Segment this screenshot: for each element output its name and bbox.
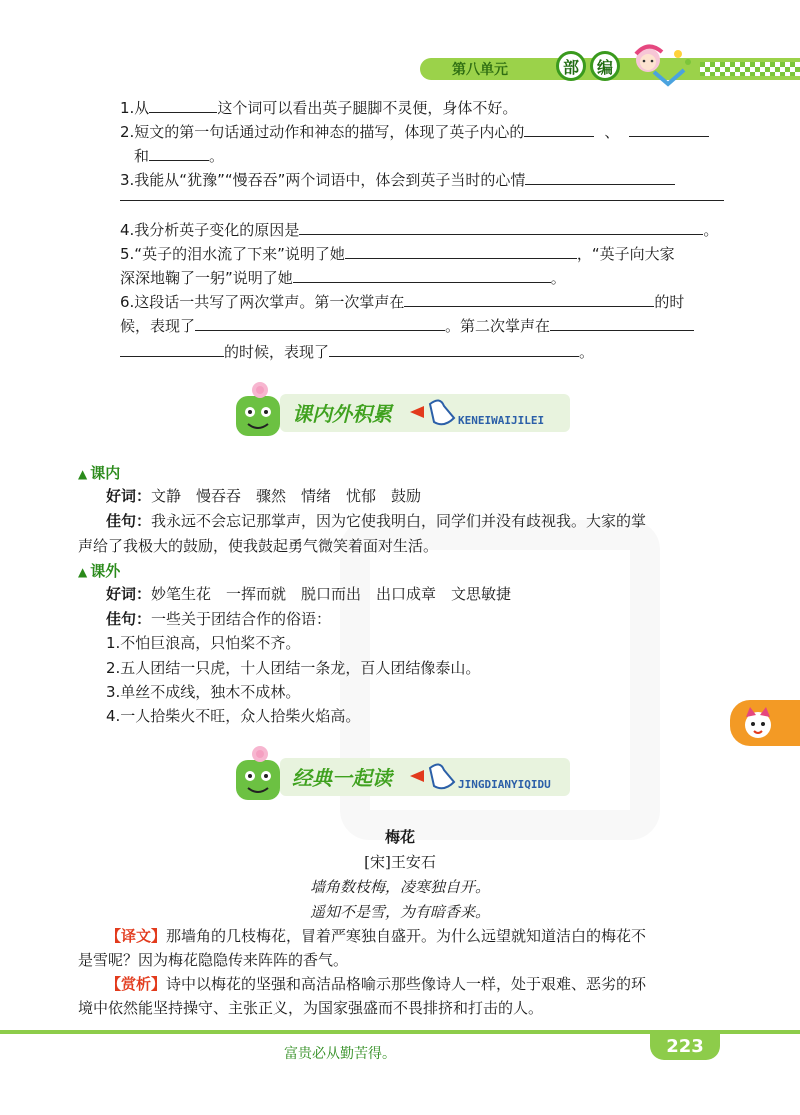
blank-3a[interactable]	[525, 170, 675, 185]
poem-line-2: 遥知不是雪，为有暗香来。	[309, 903, 490, 921]
green-monster-icon	[236, 382, 280, 436]
poem-line-1: 墙角数枝梅，凌寒独自开。	[309, 878, 490, 896]
kewai-sentence: 佳句：一些关于团结合作的俗语：	[106, 610, 332, 628]
badge-bian: 编	[590, 51, 620, 81]
kewai-words: 好词：妙笔生花 一挥而就 脱口而出 出口成章 文思敏捷	[106, 585, 512, 603]
analysis: 【赏析】诗中以梅花的坚强和高洁品格喻示那些像诗人一样，处于艰难、恶劣的环	[106, 975, 647, 993]
banner-jingdian-yiqidu	[230, 746, 575, 806]
question-2-cont: 和 。	[134, 147, 225, 165]
blank-5a[interactable]	[345, 244, 577, 259]
kewai-item-1: 1.不怕巨浪高，只怕桨不齐。	[106, 634, 301, 652]
banner-1-title: 课内外积累	[292, 402, 392, 426]
question-1: 1.从 这个词可以看出英子腿脚不灵便，身体不好。	[120, 99, 518, 117]
blank-3b[interactable]	[120, 200, 724, 201]
banner-1-pinyin: KENEIWAIJILEI	[458, 414, 545, 427]
blank-6c[interactable]	[550, 316, 694, 331]
kewai-item-2: 2.五人团结一只虎，十人团结一条龙，百人团结像泰山。	[106, 659, 481, 677]
blank-4[interactable]	[299, 220, 703, 235]
section-kewai-heading: ▲ 课外	[78, 562, 121, 580]
blank-2a[interactable]	[524, 122, 594, 137]
banner-2-pinyin: JINGDIANYIQIDU	[458, 778, 551, 791]
question-3: 3.我能从“犹豫”“慢吞吞”两个词语中，体会到英子当时的心情	[120, 170, 675, 190]
question-6: 6.这段话一共写了两次掌声。第一次掌声在 的时	[120, 293, 685, 311]
section-kenei-heading: ▲ 课内	[78, 464, 121, 482]
blank-5b[interactable]	[293, 268, 551, 283]
blank-2b[interactable]	[629, 122, 709, 137]
question-6-cont: 候，表现了 。第二次掌声在	[120, 316, 694, 336]
kenei-words: 好词：文静 慢吞吞 骤然 情绪 忧郁 鼓励	[106, 487, 422, 505]
side-tab	[730, 700, 800, 746]
banner-2-title: 经典一起读	[292, 766, 392, 790]
kenei-sentence: 佳句：我永远不会忘记那掌声，因为它使我明白，同学们并没有歧视我。大家的掌	[106, 512, 647, 530]
kewai-item-3: 3.单丝不成线，独木不成林。	[106, 683, 301, 701]
green-monster-icon	[236, 746, 280, 800]
blank-6a[interactable]	[404, 292, 654, 307]
poem-title: 梅花	[384, 829, 415, 846]
footer-motto: 富贵必从勤苦得。	[284, 1046, 396, 1062]
header-checker-pattern	[700, 62, 800, 76]
kewai-item-4: 4.一人拾柴火不旺，众人拾柴火焰高。	[106, 707, 361, 725]
badge-bu: 部	[556, 51, 586, 81]
blank-6d[interactable]	[120, 342, 224, 357]
question-6-cont2: 的时候，表现了 。	[120, 342, 594, 362]
blank-2c[interactable]	[149, 146, 209, 161]
translation: 【译文】那墙角的几枝梅花，冒着严寒独自盛开。为什么远望就知道洁白的梅花不	[106, 927, 647, 945]
poem-author: [宋]王安石	[364, 853, 436, 871]
analysis-cont: 境中依然能坚持操守、主张正义，为国家强盛而不畏排挤和打击的人。	[78, 999, 544, 1017]
translation-cont: 是雪呢？因为梅花隐隐传来阵阵的香气。	[78, 951, 349, 969]
question-5-cont: 深深地鞠了一躬”说明了她 。	[120, 269, 566, 287]
fox-mascot-icon	[738, 703, 778, 743]
blank-1[interactable]	[149, 98, 217, 113]
unit-title: 第八单元	[452, 62, 508, 78]
banner-kenei-waijilei	[230, 382, 575, 442]
question-4: 4.我分析英子变化的原因是 。	[120, 221, 719, 239]
question-2: 2.短文的第一句话通过动作和神态的描写，体现了英子内心的 、	[120, 122, 709, 142]
kenei-sentence-cont: 声给了我极大的鼓励，使我鼓起勇气微笑着面对生活。	[78, 537, 439, 555]
blank-6b[interactable]	[195, 316, 445, 331]
blank-6e[interactable]	[329, 342, 579, 357]
question-5: 5.“英子的泪水流了下来”说明了她 ，“英子向大家	[120, 245, 675, 263]
girl-mascot-icon	[628, 40, 698, 96]
page-number: 223	[650, 1032, 720, 1060]
